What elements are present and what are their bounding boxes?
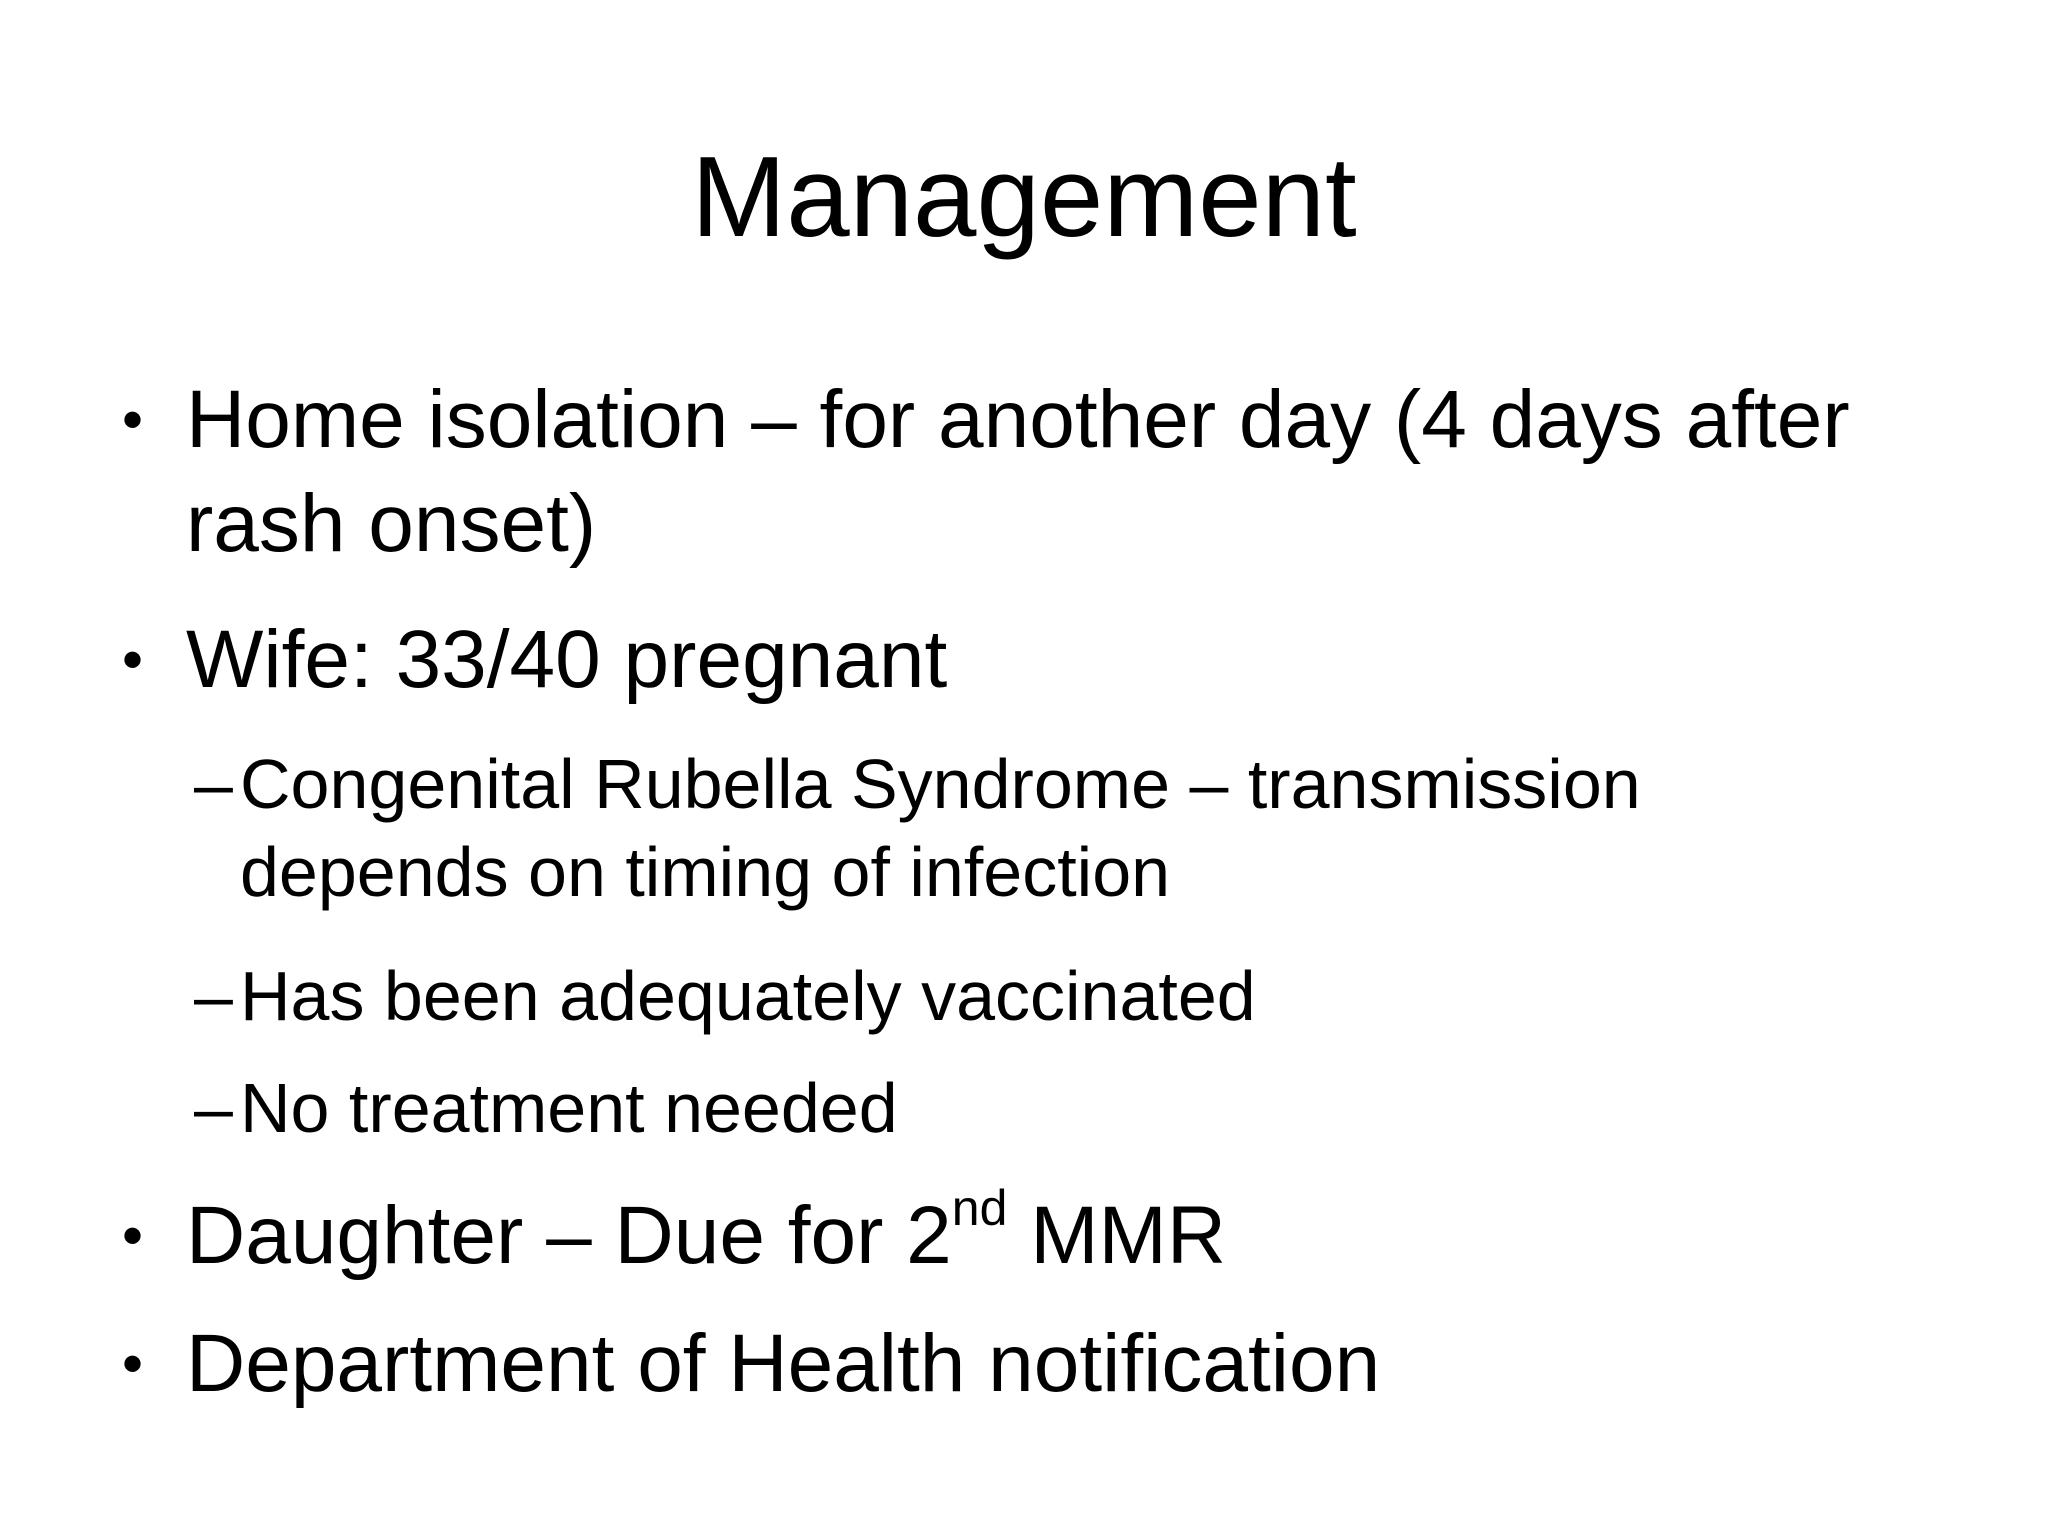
- bullet-item: [122, 368, 1886, 576]
- bullet-icon: •: [122, 1330, 144, 1397]
- dash-icon: –: [194, 957, 233, 1035]
- sub-bullet-item: [194, 1064, 1820, 1152]
- slide-title: Management: [691, 134, 1357, 261]
- sub-bullet-item: [194, 740, 1820, 916]
- sub-bullet-text: Has been adequately vaccinated: [240, 957, 1256, 1035]
- bullet-text: Wife: 33/40 pregnant: [186, 614, 948, 705]
- superscript-text: nd: [951, 1179, 1008, 1236]
- bullet-text: Department of Health notification: [186, 1318, 1381, 1409]
- bullet-text-after: MMR: [1007, 1190, 1227, 1281]
- dash-icon: –: [194, 745, 233, 823]
- sub-bullet-text: No treatment needed: [240, 1069, 898, 1147]
- sub-bullet-item: [194, 952, 1820, 1040]
- bullet-text: Home isolation – for another day (4 days after rash onset): [186, 374, 1850, 569]
- sub-bullet-text: Congenital Rubella Syndrome – transmission depends on timing of infection: [240, 745, 1641, 911]
- bullet-icon: •: [122, 1202, 144, 1269]
- bullet-text-before: Daughter – Due for 2: [186, 1190, 952, 1281]
- dash-icon: –: [194, 1069, 233, 1147]
- bullet-item: [122, 1179, 1886, 1288]
- bullet-item: [122, 1312, 1886, 1416]
- bullet-icon: •: [122, 626, 144, 693]
- bullet-item: [122, 608, 1886, 712]
- bullet-icon: •: [122, 386, 144, 453]
